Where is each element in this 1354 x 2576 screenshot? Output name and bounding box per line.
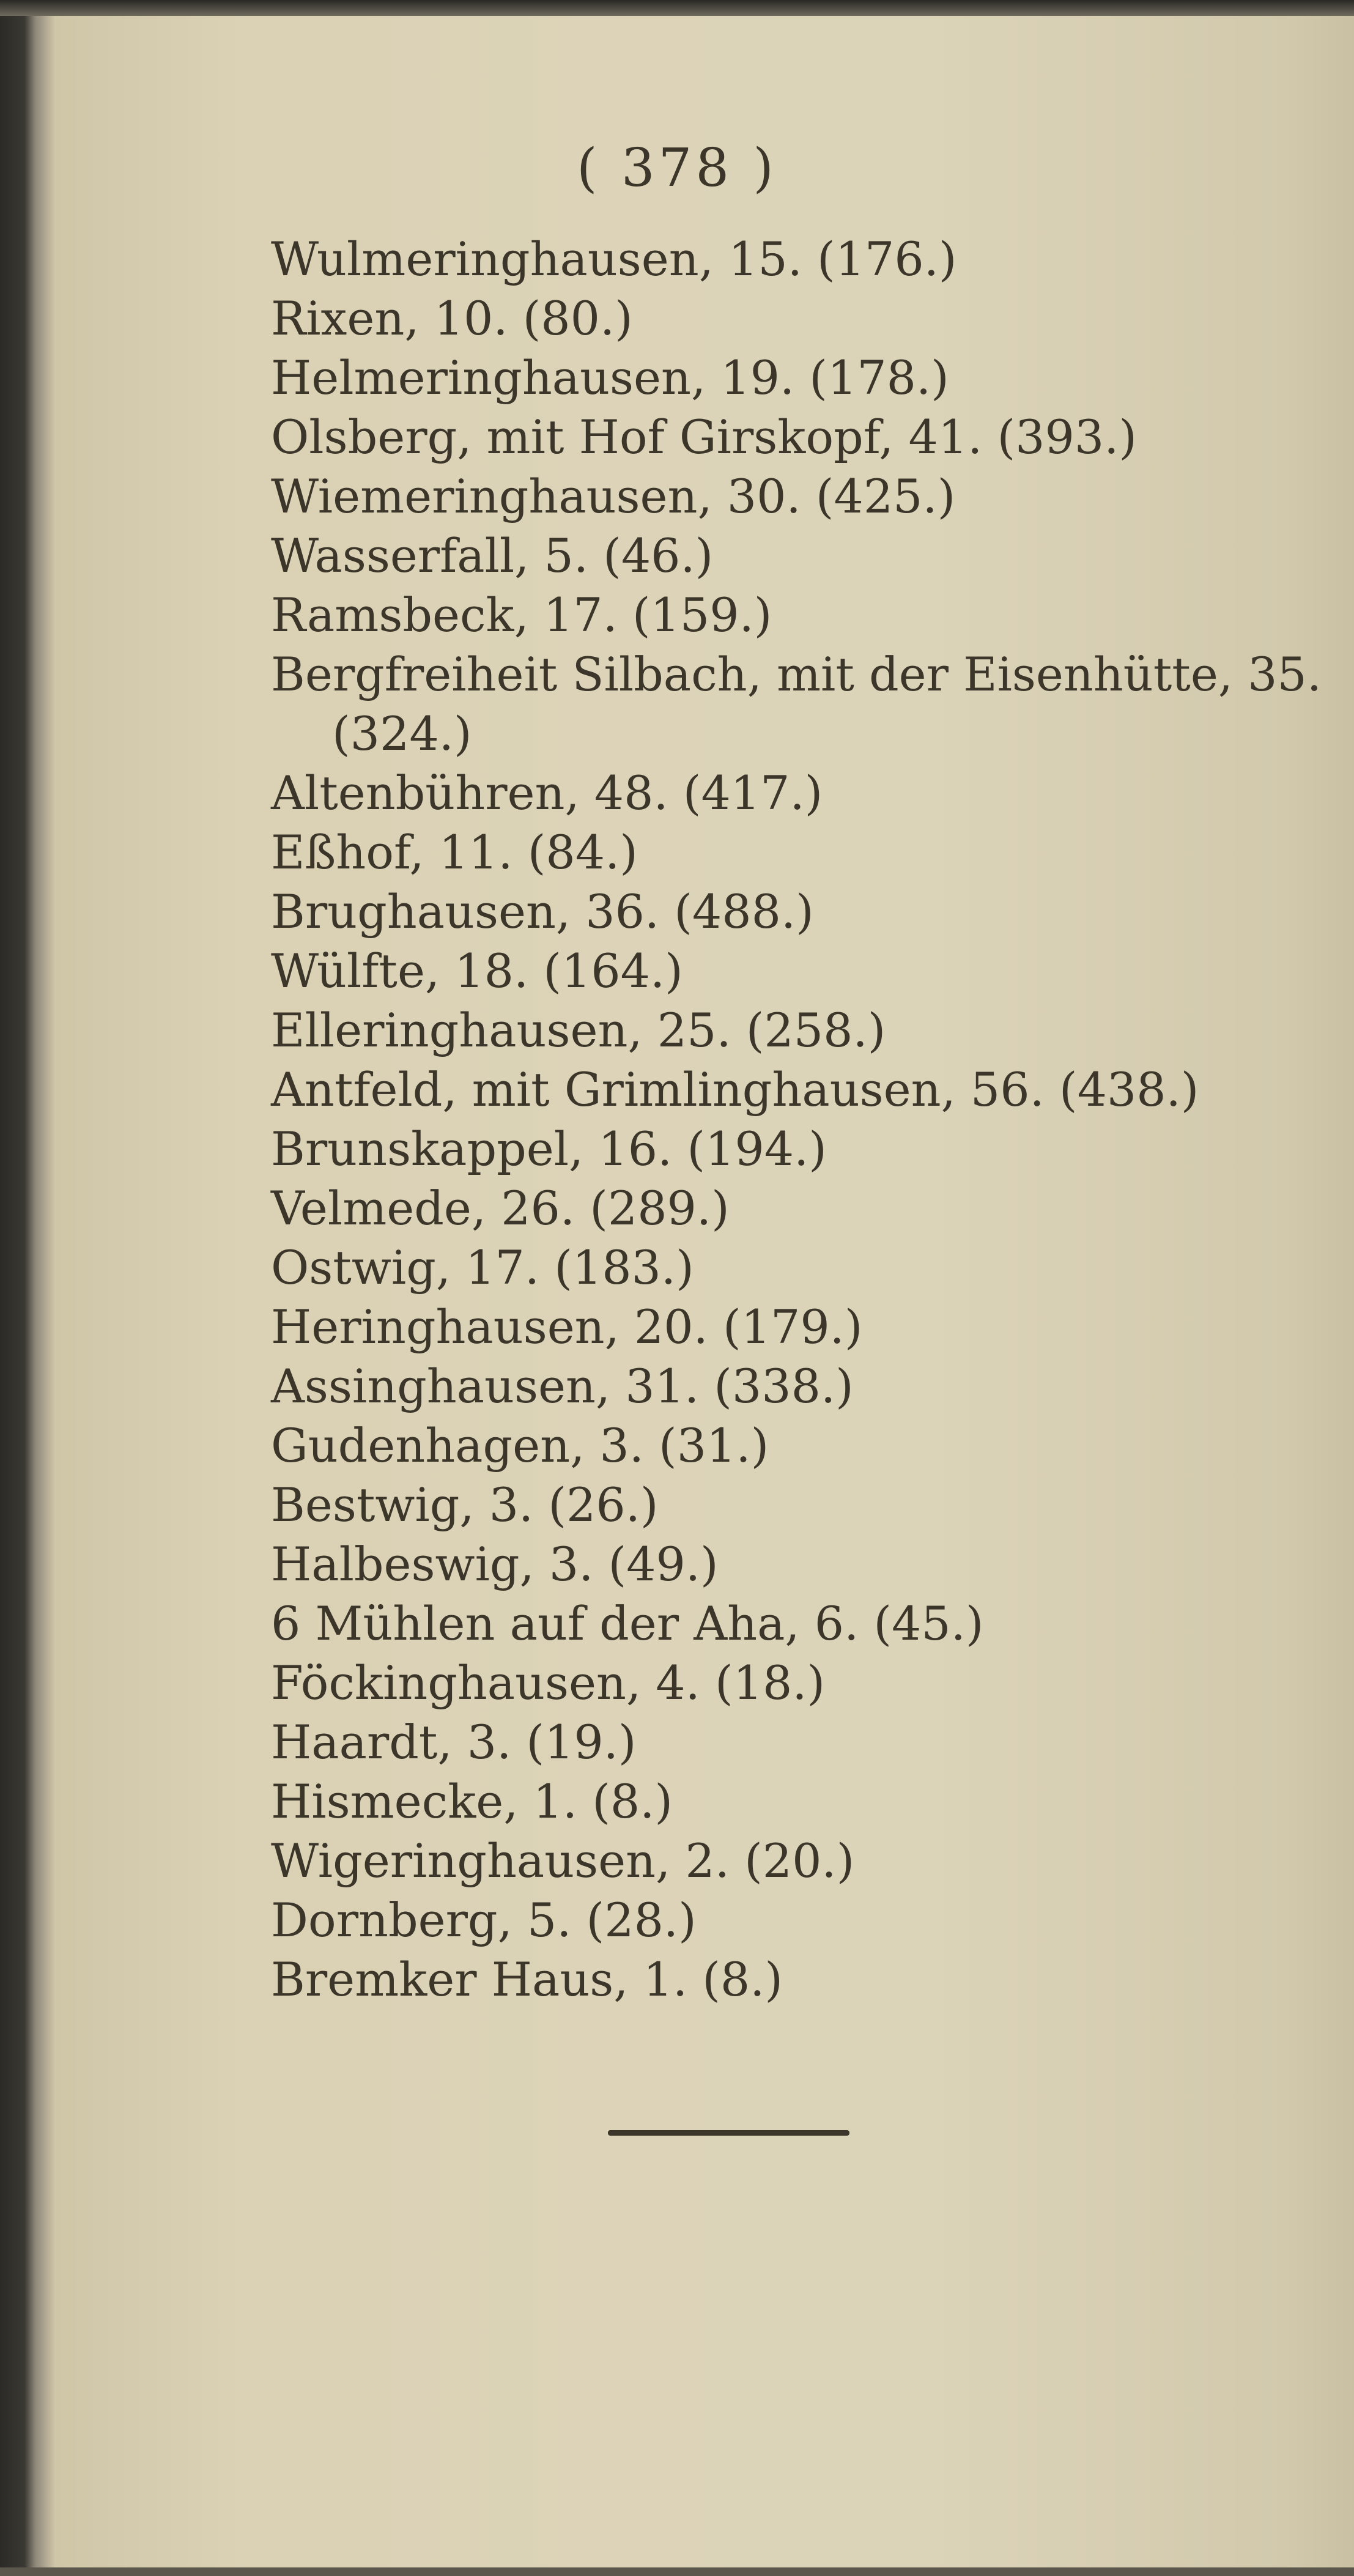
place-list [271,229,1322,2009]
list-item: Hismecke, 1. (8.) [271,1774,673,1829]
list-item: Assinghausen, 31. (338.) [271,1359,854,1413]
scan-bottom-edge [0,2567,1354,2576]
list-item: Wigeringhausen, 2. (20.) [271,1834,855,1888]
list-item: Elleringhausen, 25. (258.) [271,1003,886,1057]
list-item: Wiemeringhausen, 30. (425.) [271,469,956,524]
list-item: Antfeld, mit Grimlinghausen, 56. (438.) [271,1062,1199,1117]
list-item: Wülfte, 18. (164.) [271,944,683,998]
list-item: Olsberg, mit Hof Girskopf, 41. (393.) [271,410,1138,464]
scan-top-edge [0,0,1354,16]
page-number: ( 378 ) [577,138,777,199]
list-item: Brughausen, 36. (488.) [271,884,814,939]
list-item: Wulmeringhausen, 15. (176.) [271,232,957,286]
list-item: Helmeringhausen, 19. (178.) [271,350,949,405]
list-item: Wasserfall, 5. (46.) [271,528,714,583]
section-divider-rule [608,2130,849,2136]
list-item-continuation: (324.) [332,706,472,761]
list-item: Bestwig, 3. (26.) [271,1478,659,1532]
list-item: Rixen, 10. (80.) [271,291,633,346]
list-item: Velmede, 26. (289.) [271,1181,730,1235]
list-item: Bergfreiheit Silbach, mit der Eisenhütte, 35. [271,647,1322,701]
list-item: Ramsbeck, 17. (159.) [271,588,772,642]
list-item: Gudenhagen, 3. (31.) [271,1418,769,1473]
list-item: Brunskappel, 16. (194.) [271,1122,827,1176]
list-item: Halbeswig, 3. (49.) [271,1537,719,1591]
list-item: Altenbühren, 48. (417.) [271,766,823,820]
list-item: Ostwig, 17. (183.) [271,1240,694,1295]
list-item: 6 Mühlen auf der Aha, 6. (45.) [271,1596,984,1651]
list-item: Föckinghausen, 4. (18.) [271,1656,826,1710]
list-item: Eßhof, 11. (84.) [271,825,638,879]
list-item: Heringhausen, 20. (179.) [271,1300,863,1354]
list-item: Haardt, 3. (19.) [271,1715,637,1769]
list-item: Bremker Haus, 1. (8.) [271,1952,783,2007]
list-item: Dornberg, 5. (28.) [271,1893,697,1947]
